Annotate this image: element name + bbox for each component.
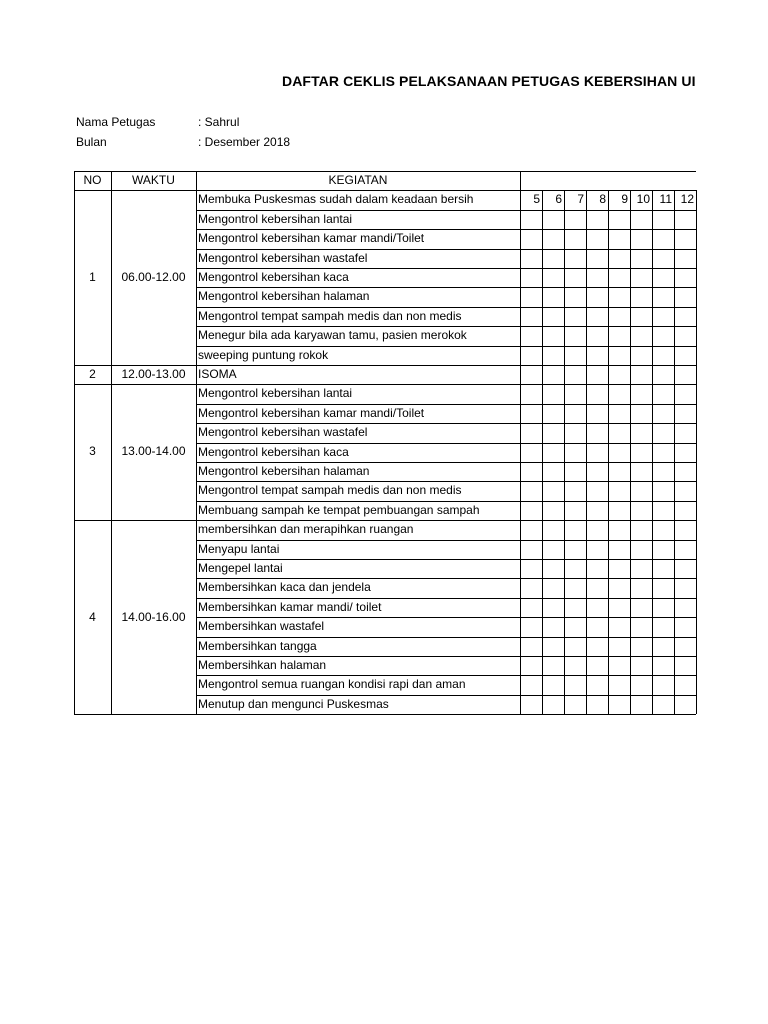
group-no: 3	[89, 444, 96, 459]
row-divider	[196, 384, 696, 385]
activity-cell: Membersihkan tangga	[198, 638, 317, 653]
header-no: NO	[83, 173, 102, 187]
activity-cell: sweeping puntung rokok	[198, 347, 329, 362]
row-divider	[196, 443, 696, 444]
activity-cell: Mengontrol kebersihan halaman	[198, 289, 370, 304]
row-divider	[196, 559, 696, 560]
activity-cell: Menutup dan mengunci Puskesmas	[198, 696, 389, 711]
row-divider	[196, 210, 696, 211]
header-kegiatan: KEGIATAN	[328, 173, 388, 187]
row-divider	[196, 307, 696, 308]
group-divider	[74, 384, 196, 385]
activity-cell: Mengontrol kebersihan lantai	[198, 211, 353, 226]
activity-cell: Mengontrol tempat sampah medis dan non medis	[198, 483, 462, 498]
activity-cell: Membersihkan kaca dan jendela	[198, 580, 371, 595]
group-no: 1	[89, 270, 96, 285]
activity-cell: Menegur bila ada karyawan tamu, pasien merokok	[198, 328, 467, 343]
col-divider-day	[696, 190, 697, 714]
day-number: 7	[577, 192, 584, 207]
group-waktu: 14.00-16.00	[121, 610, 186, 625]
row-divider	[196, 656, 696, 657]
activity-cell: Mengontrol tempat sampah medis dan non medis	[198, 308, 462, 323]
group-waktu: 06.00-12.00	[121, 270, 186, 285]
document-title: DAFTAR CEKLIS PELAKSANAAN PETUGAS KEBERSIHAN UI	[282, 73, 696, 89]
row-divider	[196, 326, 696, 327]
row-divider	[196, 598, 696, 599]
activity-cell: Mengontrol semua ruangan kondisi rapi dan aman	[198, 677, 466, 692]
row-divider	[196, 423, 696, 424]
activity-cell: Mengontrol kebersihan wastafel	[198, 425, 368, 440]
group-no: 4	[89, 610, 96, 625]
nama-petugas-label: Nama Petugas	[76, 115, 156, 129]
activity-cell: Membuang sampah ke tempat pembuangan sampah	[198, 502, 480, 517]
group-divider	[74, 520, 196, 521]
row-divider	[196, 540, 696, 541]
row-divider	[196, 404, 696, 405]
activity-cell: Mengontrol kebersihan kaca	[198, 270, 349, 284]
group-divider	[74, 365, 196, 366]
activity-cell: Mengontrol kebersihan kamar mandi/Toilet	[198, 405, 425, 420]
row-divider	[196, 501, 696, 502]
day-number: 12	[680, 192, 694, 207]
day-number: 10	[636, 192, 650, 207]
activity-cell: membersihkan dan merapihkan ruangan	[198, 522, 414, 537]
day-number: 5	[533, 192, 540, 207]
activity-cell: Mengontrol kebersihan lantai	[198, 386, 353, 401]
activity-cell: Mengontrol kebersihan kaca	[198, 444, 349, 459]
day-number: 8	[599, 192, 606, 207]
table-border-bottom	[74, 714, 696, 715]
day-number: 11	[659, 192, 672, 207]
row-divider	[196, 268, 696, 269]
activity-cell: Membersihkan halaman	[198, 658, 327, 672]
activity-cell: ISOMA	[198, 367, 237, 381]
header-waktu: WAKTU	[132, 173, 175, 187]
group-no: 2	[89, 367, 96, 381]
row-divider	[196, 578, 696, 579]
row-divider	[196, 462, 696, 463]
bulan-label: Bulan	[76, 135, 107, 149]
row-divider	[196, 229, 696, 230]
row-divider	[196, 249, 696, 250]
group-waktu: 12.00-13.00	[121, 367, 186, 381]
row-divider	[196, 675, 696, 676]
row-divider	[196, 617, 696, 618]
row-divider	[196, 365, 696, 366]
row-divider	[196, 287, 696, 288]
activity-cell: Membersihkan wastafel	[198, 619, 325, 634]
activity-cell: Mengepel lantai	[198, 561, 283, 575]
day-number: 9	[621, 192, 628, 207]
activity-cell: Menyapu lantai	[198, 541, 280, 556]
bulan-value: : Desember 2018	[198, 135, 291, 149]
day-number: 6	[555, 192, 562, 207]
activity-cell: Membuka Puskesmas sudah dalam keadaan bersih	[198, 192, 474, 207]
activity-cell: Mengontrol kebersihan halaman	[198, 464, 370, 478]
group-waktu: 13.00-14.00	[121, 444, 186, 459]
row-divider	[196, 695, 696, 696]
activity-cell: Membersihkan kamar mandi/ toilet	[198, 599, 382, 614]
row-divider	[196, 346, 696, 347]
row-divider	[196, 520, 696, 521]
activity-cell: Mengontrol kebersihan kamar mandi/Toilet	[198, 231, 425, 246]
nama-petugas-value: : Sahrul	[198, 115, 240, 129]
row-divider	[196, 637, 696, 638]
table-border-top	[74, 171, 696, 172]
row-divider	[196, 481, 696, 482]
activity-cell: Mengontrol kebersihan wastafel	[198, 250, 368, 265]
